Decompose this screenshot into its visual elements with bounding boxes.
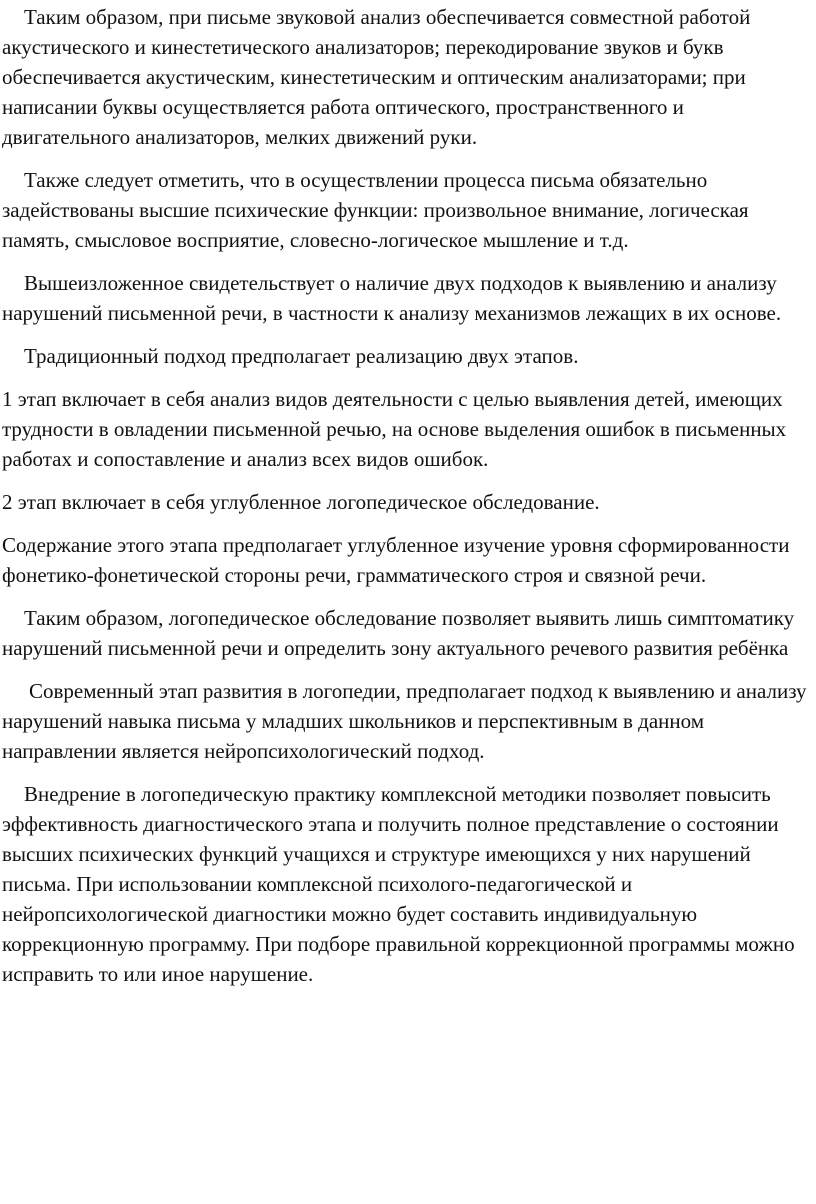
paragraph-two-approaches: Вышеизложенное свидетельствует о наличие двух подходов к выявлению и анализу нарушений письменной речи, в частности к анализу механизмов лежащих в их основе.: [2, 271, 782, 325]
paragraph-analyzers: Таким образом, при письме звуковой анализ обеспечивается совместной работой акустического и кинестетического анализаторов; перекодирование звуков и букв обеспечивается акустическим, кинестетическим и оптическим анализаторами; при написании буквы осуществляется работа оптического, пространственного и двигательного анализаторов, мелких движений руки.: [2, 5, 751, 149]
paragraph-stage-one: 1 этап включает в себя анализ видов деятельности с целью выявления детей, имеющих трудности в овладении письменной речью, на основе выделения ошибок в письменных работах и сопоставление и анализ всех видов ошибок.: [2, 387, 787, 471]
paragraph-examination-summary: Таким образом, логопедическое обследование позволяет выявить лишь симптоматику нарушений письменной речи и определить зону актуального речевого развития ребёнка: [2, 606, 795, 660]
document-page: [0, 2, 816, 1204]
paragraph-modern-stage: Современный этап развития в логопедии, предполагает подход к выявлению и анализу нарушений навыка письма у младших школьников и перспективным в данном направлении является нейропсихологический подход.: [2, 679, 807, 763]
paragraph-complex-method: Внедрение в логопедическую практику комплексной методики позволяет повысить эффективность диагностического этапа и получить полное представление о состоянии высших психических функций учащихся и структуре имеющихся у них нарушений письма. При использовании комплексной психолого-педагогической и нейропсихологической диагностики можно будет составить индивидуальную коррекционную программу. При подборе правильной коррекционной программы можно исправить то или иное нарушение.: [2, 782, 795, 986]
paragraph-stage-two: 2 этап включает в себя углубленное логопедическое обследование.: [2, 490, 600, 514]
paragraph-stage-content: Содержание этого этапа предполагает углубленное изучение уровня сформированности фонетико-фонетической стороны речи, грамматического строя и связной речи.: [2, 533, 790, 587]
paragraph-higher-functions: Также следует отметить, что в осуществлении процесса письма обязательно задействованы высшие психические функции: произвольное внимание, логическая память, смысловое восприятие, словесно-логическое мышление и т.д.: [2, 168, 749, 252]
paragraph-traditional-approach: Традиционный подход предполагает реализацию двух этапов.: [24, 344, 579, 368]
